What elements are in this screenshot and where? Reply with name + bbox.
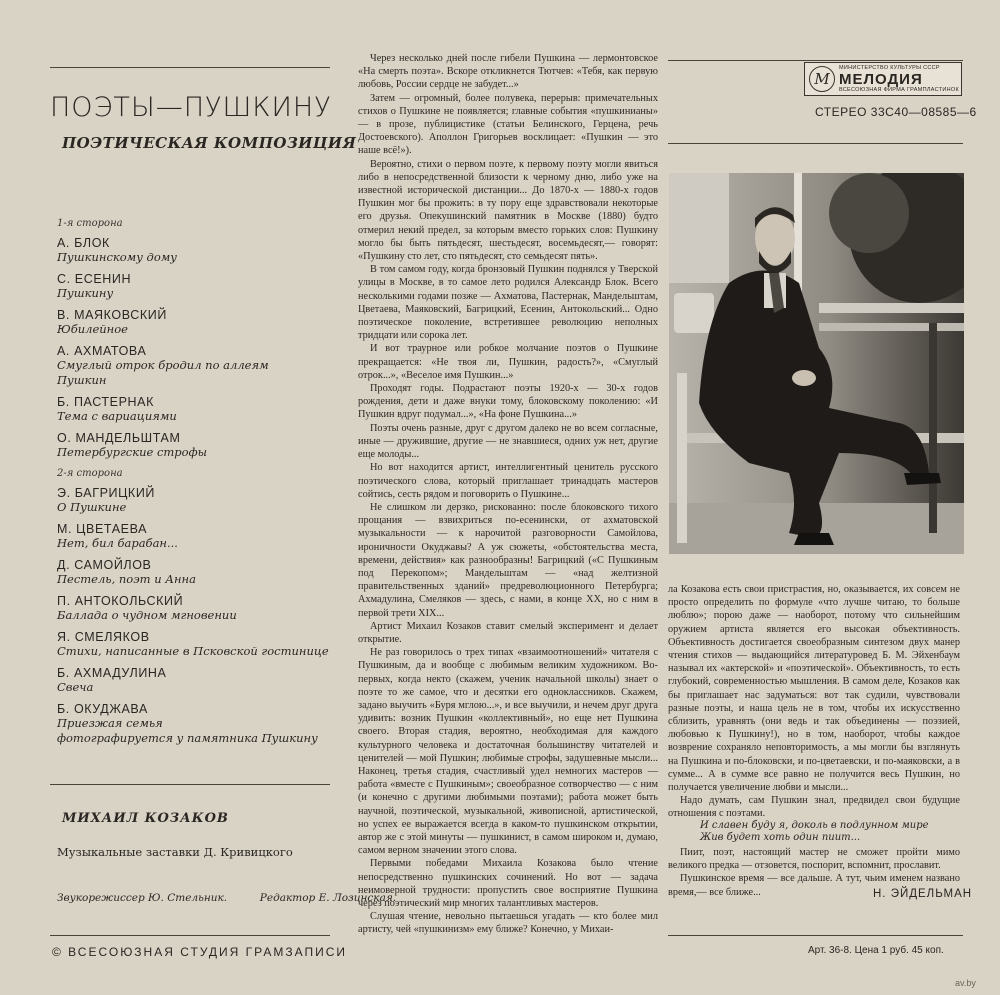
essay-paragraph: ла Козакова есть свои пристрастия, но, оказывается, их совсем не просто определить по формуле «что лучше читаю, то больше люблю»; порою даже — наоборот, потому что сильнейшим оружием артиста является его высокая объективность. Объективность достигается своеобразным синтезом двух манер чтения стихов — выдающийся литературовед Б. М. Эйхенбаум называл их «актерской» и «поэтической». Объективность, то есть глубокий, современностью мышления. В самом деле, Козаков как бы приглашает нас задуматься: вот так судили, чувствовали разные поэты, и наша цель не в том, чтобы их искусственно сблизить, уравнять (они ведь и так объединены — поэзией, любовью к Пушкину!), но в том, наоборот, чтобы каждое возврение сохраняло неповторимость, а мы могли бы взглянуть на Пушкина и по-блоковски, и по-цветаевски, и по-маяковски, а в сумме... А в сумме все равно не получится весь Пушкин, но получается увеличение любви и мысли... [668, 584, 960, 794]
essay-paragraph: В том самом году, когда бронзовый Пушкин поднялся у Тверской улицы в Москве, в то самое лето родился Александр Блок. Всего несколькими годами позже — Ахматова, Пастернак, Мандельштам, Цветаева, Маяковский, Багрицкий, Есенин, Антокольский... Одно поэтическое поколение, встретившее революцию неполных тридцати или сорока лет. [358, 264, 658, 342]
bottom-rule-right [668, 935, 963, 936]
essay-paragraph: Надо думать, сам Пушкин знал, предвидел свои будущие отношения с поэтами. [668, 795, 960, 820]
essay-paragraph: Слушая чтение, невольно пытаешься угадать — кто более мил артисту, чей «пушкинизм» ему ближе? Конечно, у Михаи- [358, 911, 658, 936]
track-poet: Э. БАГРИЦКИЙ [57, 486, 155, 500]
top-rule-left [50, 67, 330, 68]
credits-rule [50, 784, 330, 785]
essay-paragraph: Артист Михаил Козаков ставит смелый эксперимент и делает открытие. [358, 620, 658, 645]
production-credits [57, 892, 396, 904]
side2-label: 2-я сторона [57, 468, 123, 479]
mid-rule-right [668, 143, 963, 144]
essay-paragraph: Вероятно, стихи о первом поэте, к первому поэту могли явиться либо в непосредственной близости к черному дню, либо уже на известной исторической дистанции... До 1870-х — 1880-х годов Пушкин мог бы прожить: в ту пору еще здравствовали некоторые его друзья. Опекушинский памятник в Москве (1880) будто отмерил некий предел, за которым вместо горьких слов: Пушкину могло бы быть пятьдесят, шестьдесят, восемьдесят,— говорят: «Пушкину сто лет, сто пятьдесят, сто семьдесят пять». [358, 158, 658, 263]
essay-paragraph: И вот траурное или робкое молчание поэтов о Пушкине прекращается: «Не твоя ли, Пушкин, радость?», «Смуглый отрок...», «Веселое имя Пушкин...» [358, 343, 658, 381]
price-text: Арт. 36-8. Цена 1 руб. 45 коп. [808, 945, 944, 956]
sound-director-credit: Звукорежиссер Ю. Стельник. [57, 892, 228, 904]
track-entry [57, 702, 337, 746]
track-poet: П. АНТОКОЛЬСКИЙ [57, 594, 184, 608]
track-poet: М. ЦВЕТАЕВА [57, 522, 148, 536]
tracklist [57, 218, 337, 746]
side2-tracks [57, 486, 337, 746]
editor-credit: Редактор Е. Лозинская. [259, 892, 397, 904]
essay-column-right [668, 583, 960, 821]
quote-line-2: Жив будет хоть один пиит... [700, 832, 861, 843]
track-poem: Приезжая семья фотографируется у памятника Пушкину [57, 716, 318, 745]
track-poet: А. АХМАТОВА [57, 344, 147, 358]
essay-paragraph: Затем — огромный, более полувека, перерыв: примечательных стихов о Пушкине не появляется; главные события «пушкинианы» — в прозе, публицистике (статьи Белинского, Герцена, речь Достоевского). Аполлон Григорьев восклицает: «Пушкин — это наше всё!»). [358, 92, 658, 157]
watermark: av.by [955, 978, 976, 988]
bottom-rule-left [50, 935, 330, 936]
track-poet: Д. САМОЙЛОВ [57, 558, 152, 572]
essay-paragraph: Не раз говорилось о трех типах «взаимоотношений» читателя с Пушкиным, да и вообще с любимым великим художником. Во-первых, когда некто (скажем, ученик начальной школы) знает о поэте то же самое, что и десятки его одноклассников. Скажем, задано выучить «Буря мглою...», и все выучили, и нечем друг друга удивить: возник Пушкин «коллективный», но еще нет Пушкина своего. Вторая стадия, вероятно, необходимая для каждого культурного человека и достаточная большинству читателей и ценителей — мой Пушкин; любимые строфы, задушевные мысли... Наконец, третья стадия, счастливый удел немногих мастеров — работа «вместе с Пушкиным»; своеобразное сотворчество — с ним (и конечно с другими любимыми поэтами); работа может быть научной, поэтической, музыкальной, живописной, артистической, но успех ее выражается всегда в каком-то пушкинском открытии, автор же с этой минуты — пушкинист, в самом широком и, думаю, самом верном значении этого слова. [358, 647, 658, 857]
track-poem: Баллада о чудном мгновении [57, 608, 237, 622]
logo-name-text: МЕЛОДИЯ [839, 71, 923, 88]
track-entry [57, 666, 337, 695]
track-entry [57, 395, 337, 424]
track-poem: Тема с вариациями [57, 409, 177, 423]
essay-paragraph: Проходят годы. Подрастают поэты 1920-х — 30-х годов рождения, дети и даже внуки тому, блоковскому поколению: «И Пушкин вдруг подумал...», «На фоне Пушкина...» [358, 383, 658, 421]
track-poem: Петербургские строфы [57, 445, 207, 459]
essay-paragraph: Первыми победами Михаила Козакова было чтение непосредственно пушкинских сочинений. Но вот — задача неимоверной трудности: пропустить свое восприятие Пушкина через поэтический мир многих талантливых мастеров. [358, 858, 658, 909]
album-subtitle: ПОЭТИЧЕСКАЯ КОМПОЗИЦИЯ [62, 134, 357, 152]
essay-author: Н. ЭЙДЕЛЬМАН [873, 888, 973, 900]
melodiya-mark-icon: М [809, 66, 835, 92]
album-title: ПОЭТЫ—ПУШКИНУ [50, 92, 332, 123]
performer-name: МИХАИЛ КОЗАКОВ [62, 811, 229, 826]
track-entry [57, 630, 337, 659]
performer-photo [669, 173, 964, 554]
logo-ministry-text: МИНИСТЕРСТВО КУЛЬТУРЫ СССР [839, 65, 940, 71]
track-poet: Б. АХМАДУЛИНА [57, 666, 167, 680]
track-entry [57, 558, 337, 587]
top-rule-right [668, 60, 963, 61]
track-poem: Пушкину [57, 286, 114, 300]
essay-paragraph: Пиит, поэт, настоящий мастер не сможет пройти мимо великого предка — отзовется, поспорит, вспомнит, прославит. [668, 847, 960, 872]
track-poet: Б. ПАСТЕРНАК [57, 395, 154, 409]
track-entry [57, 308, 337, 337]
essay-paragraph: Не слишком ли дерзко, рискованно: после блоковского тихого прощания — взвихриться по-есенински, от ахматовской музыкальности — к нарочитой разговорности Самойлова, ироничности Окуджавы? А уж сюжеты, «обстоятельства места, времени, действия» как разнообразны! Багрицкий («С Пушкиным под Перекопом»; Мандельштам — «над желтизной правительственных зданий» предреволюционного Петербурга; Ахмадулина, Смеляков — здесь, с нами, в конце XX, но с ним в первой трети XIX... [358, 501, 658, 619]
pushkin-quote [700, 820, 929, 844]
track-poem: Пестель, поэт и Анна [57, 572, 196, 586]
side1-label: 1-я сторона [57, 218, 123, 229]
catalog-number: СТЕРЕО 33С40—08585—6 [815, 105, 977, 119]
track-poem: Юбилейное [57, 322, 128, 336]
track-poet: В. МАЯКОВСКИЙ [57, 308, 167, 322]
studio-credit: © ВСЕСОЮЗНАЯ СТУДИЯ ГРАМЗАПИСИ [52, 945, 348, 959]
track-entry [57, 522, 337, 551]
essay-paragraph: Поэты очень разные, друг с другом далеко не во всем согласные, иные — дружившие, другие — не знавшиеся, одних уж нет, другие еще молоды... [358, 422, 658, 461]
essay-paragraph: Но вот находится артист, интеллигентный ценитель русского поэтического слова, который приглашает тринадцать мастеров сойтись, сесть рядом и поговорить о Пушкине... [358, 462, 658, 500]
essay-column-middle [358, 52, 658, 937]
track-poem: О Пушкине [57, 500, 127, 514]
track-entry [57, 236, 337, 265]
logo-company-text: ВСЕСОЮЗНАЯ ФИРМА ГРАМПЛАСТИНОК [839, 87, 959, 93]
quote-line-1: И славен буду я, доколь в подлунном мире [700, 820, 929, 831]
track-poet: Я. СМЕЛЯКОВ [57, 630, 150, 644]
track-poet: Б. ОКУДЖАВА [57, 702, 148, 716]
track-entry [57, 594, 337, 623]
melodiya-logo [804, 62, 962, 96]
track-poem: Стихи, написанные в Псковской гостинице [57, 644, 329, 658]
track-poet: А. БЛОК [57, 236, 110, 250]
track-entry [57, 272, 337, 301]
track-entry [57, 344, 337, 388]
track-entry [57, 431, 337, 460]
track-poem: Свеча [57, 680, 94, 694]
side1-tracks [57, 236, 337, 460]
track-poem: Смуглый отрок бродил по аллеям Пушкин [57, 358, 269, 387]
track-poem: Пушкинскому дому [57, 250, 177, 264]
track-poet: О. МАНДЕЛЬШТАМ [57, 431, 181, 445]
track-poem: Нет, бил барабан... [57, 536, 178, 550]
track-poet: С. ЕСЕНИН [57, 272, 132, 286]
essay-paragraph: Пушкинское время — все дальше. А тут, чьим именем названо время,— все ближе... [668, 873, 960, 898]
music-credit: Музыкальные заставки Д. Кривицкого [57, 845, 293, 859]
essay-paragraph: Через несколько дней после гибели Пушкина — лермонтовское «На смерть поэта». Вскоре откликнется Тютчев: «Тебя, как первую любовь, России сердце не забудет...» [358, 53, 658, 91]
track-entry [57, 486, 337, 515]
